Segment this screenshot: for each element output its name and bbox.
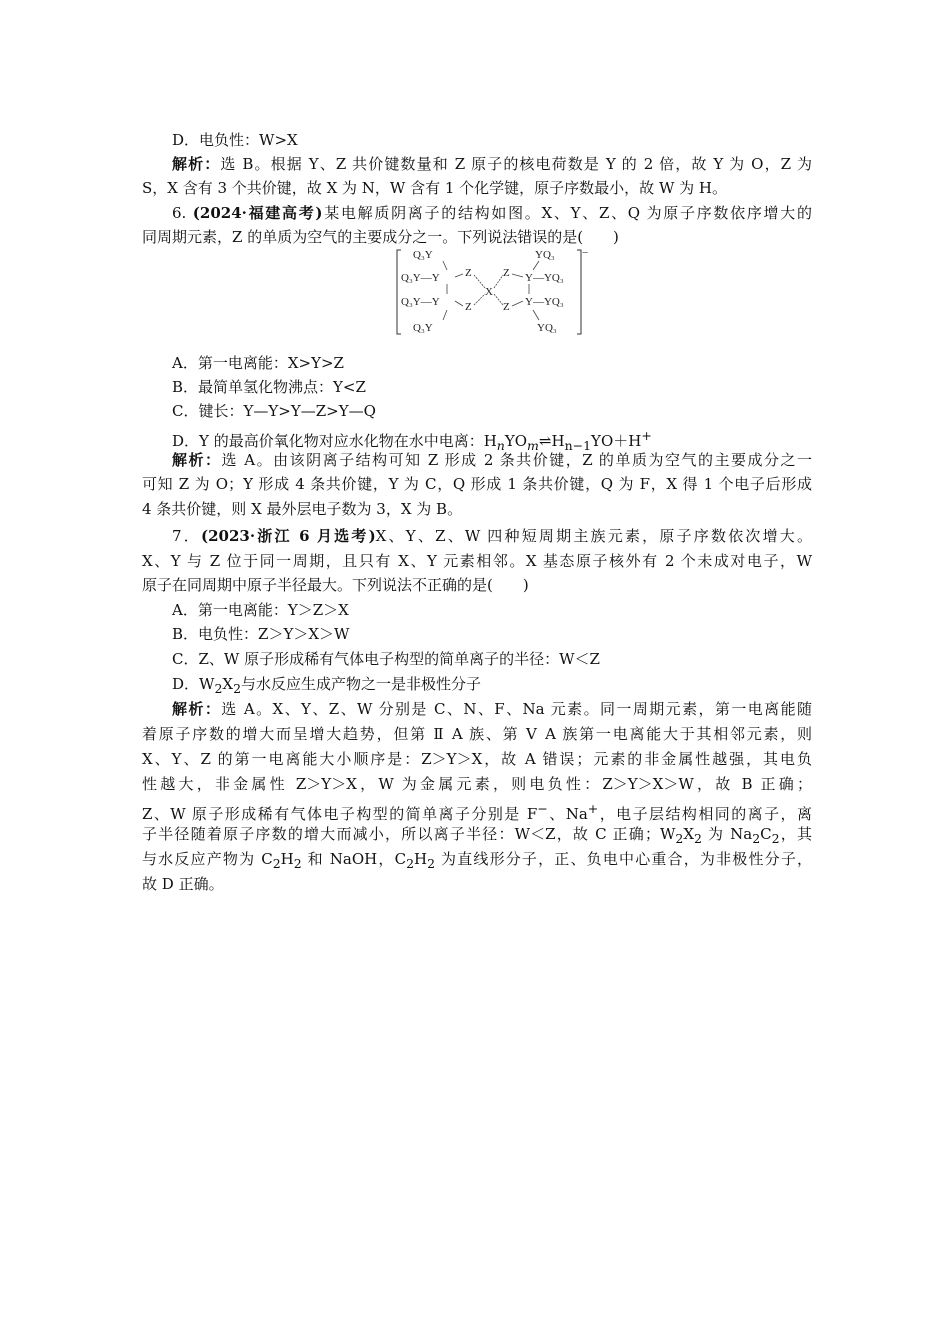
bond [533, 261, 539, 270]
q6-stem: 6. (2024·福建高考)某电解质阴离子的结构如图。X、Y、Z、Q 为原子序数依序增大的 [172, 204, 812, 222]
bond [443, 261, 447, 270]
q7-option-a: A．第一电离能：Y＞Z＞X [172, 601, 349, 619]
q6-option-b: B．最简单氢化物沸点：Y<Z [172, 378, 366, 396]
label-q3y-y-upper: Q₃Y—Y [401, 272, 440, 284]
bond [474, 275, 485, 288]
q6-option-d: D．Y 的最高价氧化物对应水化物在水中电离：$H_nYO_m\rightleftharpoons H_{n-1}YO+H^+$ [172, 428, 652, 453]
label-x-center: X [485, 286, 493, 298]
q7-explanation-line: 与水反应产物为 $C_2H_2$ 和 NaOH，$C_2H_2$ 为直线形分子，正、负电中心重合，为非极性分子， [142, 850, 813, 871]
q7-explanation-line: 着原子序数的增大而呈增大趋势，但第 Ⅱ A 族、第 Ⅴ A 族第一电离能大于其相邻元素，则 [142, 725, 812, 743]
q7-explanation-line: 子半径随着原子序数的增大而减小，所以离子半径：W＜Z，故 C 正确；$W_2X_2$ 为 $Na_2C_2$，其 [142, 825, 812, 846]
bond [474, 294, 485, 305]
bond [512, 274, 523, 277]
q7-option-d: D．$W_2X_2$与水反应生成产物之一是非极性分子 [172, 675, 482, 696]
q5-explanation-line: S，X 含有 3 个共价键，故 X 为 N，W 含有 1 个化学键，原子序数最小，故 W 为 H。 [142, 179, 727, 197]
q7-explanation-line: 性越大，非金属性 Z＞Y＞X，W 为金属元素，则电负性：Z＞Y＞X＞W，故 B 正确； [142, 775, 812, 793]
q7-option-b: B．电负性：Z＞Y＞X＞W [172, 625, 350, 643]
q7-stem: 7．(2023·浙江 6 月选考)X、Y、Z、W 四种短周期主族元素，原子序数依次增大。 [172, 527, 813, 545]
q6-option-a: A．第一电离能：X>Y>Z [172, 354, 344, 372]
q7-explanation-line: 解析：选 A。X、Y、Z、W 分别是 C、N、F、Na 元素。同一周期元素，第一电离能随 [172, 700, 812, 718]
label-q3y-bottom-left: Q₃Y [413, 322, 433, 334]
q7-stem: X、Y 与 Z 位于同一周期，且只有 X、Y 元素相邻。X 基态原子核外有 2 个未成对电子，W [142, 552, 812, 570]
label-z: Z [465, 301, 472, 313]
q6-option-c: C．键长：Y—Y>Y—Z>Y—Q [172, 402, 376, 420]
bond [443, 310, 447, 320]
bond [455, 274, 463, 277]
q7-explanation-line: 故 D 正确。 [142, 875, 224, 893]
q6-explanation-line: 可知 Z 为 O；Y 形成 4 条共价键，Y 为 C，Q 形成 1 条共价键，Q 为 F，X 得 1 个电子后形成 [142, 475, 812, 493]
bond [455, 301, 463, 306]
label-z: Z [503, 301, 510, 313]
q7-option-c: C．Z、W 原子形成稀有气体电子构型的简单离子的半径：W＜Z [172, 650, 600, 668]
charge-label: − [582, 247, 589, 259]
label-z: Z [503, 267, 510, 279]
bond [494, 294, 503, 305]
label-yq3-bottom-right: YQ₃ [537, 322, 557, 334]
label-q3y-y-lower: Q₃Y—Y [401, 296, 440, 308]
label-q3y-top-left: Q₃Y [413, 249, 433, 261]
bond [494, 275, 503, 288]
label-y-yq3-upper: Y—YQ₃ [525, 272, 564, 284]
q6-explanation-line: 4 条共价键，则 X 最外层电子数为 3，X 为 B。 [142, 500, 463, 518]
label-z: Z [465, 267, 472, 279]
q7-explanation-line: X、Y、Z 的第一电离能大小顺序是：Z＞Y＞X，故 A 错误；元素的非金属性越强，其电负 [142, 750, 812, 768]
bond [512, 301, 523, 306]
q5-option-d: D．电负性：W>X [172, 131, 298, 149]
label-yq3-top-right: YQ₃ [535, 249, 555, 261]
q6-stem: 同周期元素，Z 的单质为空气的主要成分之一。下列说法错误的是( ) [142, 228, 619, 246]
q5-explanation-line: 解析：选 B。根据 Y、Z 共价键数量和 Z 原子的核电荷数是 Y 的 2 倍，故 Y 为 O，Z 为 [172, 155, 812, 173]
q7-stem: 原子在同周期中原子半径最大。下列说法不正确的是( ) [142, 576, 529, 594]
bond [533, 310, 539, 320]
q7-explanation-line: Z、W 原子形成稀有气体电子构型的简单离子分别是 F−、Na+，电子层结构相同的离子，离 [142, 801, 812, 823]
anion-structure-figure [393, 246, 593, 338]
label-y-yq3-lower: Y—YQ₃ [525, 296, 564, 308]
q6-explanation-line: 解析：选 A。由该阴离子结构可知 Z 形成 2 条共价键，Z 的单质为空气的主要成分之一 [172, 451, 812, 469]
